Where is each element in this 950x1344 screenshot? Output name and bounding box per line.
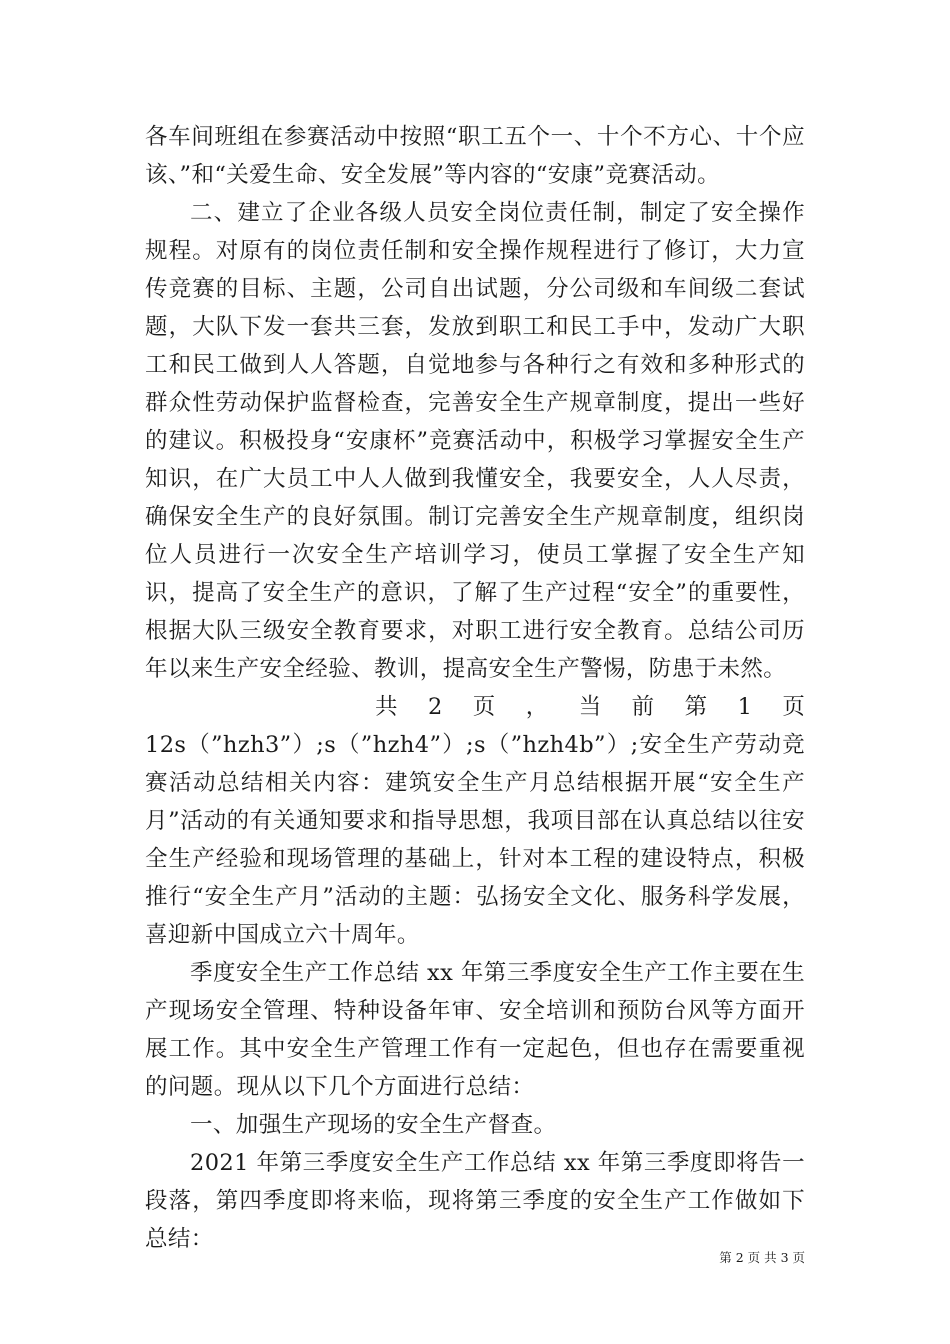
page-indicator-char: 2: [427, 694, 443, 720]
page-footer: 第 2 页 共 3 页: [719, 1250, 805, 1265]
paragraph-q3-summary: 2021 年第三季度安全生产工作总结 xx 年第三季度即将告一段落，第四季度即将来临，现将第三季度的安全生产工作做如下总结：: [145, 1150, 805, 1252]
page-indicator-char: 1: [737, 694, 752, 720]
page-indicator-char: 页: [472, 694, 496, 720]
paragraph-intro: 各车间班组在参赛活动中按照“职工五个一、十个不方心、十个应该、”和“关爱生命、安全发展”等内容的“安康”竞赛活动。: [145, 124, 805, 188]
paragraph-related-content: 12s（”hzh3”）;s（”hzh4”）;s（”hzh4b”）;安全生产劳动竞赛活动总结相关内容：建筑安全生产月总结根据开展“安全生产月”活动的有关通知要求和指导思想，我项目部在认真总结以往安全生产经验和现场管理的基础上，针对本工程的建设特点，积极推行“安全生产月”活动的主题：弘扬安全文化、服务科学发展，喜迎新中国成立六十周年。: [145, 732, 805, 948]
page-indicator-char: ，: [525, 694, 549, 720]
page-indicator: [145, 688, 805, 726]
paragraph-section-two: 二、建立了企业各级人员安全岗位责任制，制定了安全操作规程。对原有的岗位责任制和安全操作规程进行了修订，大力宣传竞赛的目标、主题，公司自出试题，分公司级和车间级二套试题，大队下发一套共三套，发放到职工和民工手中，发动广大职工和民工做到人人答题，自觉地参与各种行之有效和多种形式的群众性劳动保护监督检查，完善安全生产规章制度，提出一些好的建议。积极投身“安康杯”竞赛活动中，积极学习掌握安全生产知识，在广大员工中人人做到我懂安全，我要安全，人人尽责，确保安全生产的良好氛围。制订完善安全生产规章制度，组织岗位人员进行一次安全生产培训学习，使员工掌握了安全生产知识，提高了安全生产的意识，了解了生产过程“安全”的重要性，根据大队三级安全教育要求，对职工进行安全教育。总结公司历年以来生产安全经验、教训，提高安全生产警惕，防患于未然。: [145, 200, 805, 682]
page-indicator-char: 前: [631, 694, 655, 720]
page-indicator-char: 第: [684, 694, 708, 720]
paragraph-section-one-heading: 一、加强生产现场的安全生产督查。: [190, 1112, 557, 1138]
page-indicator-char: 当: [578, 694, 602, 720]
paragraph-quarterly-summary: 季度安全生产工作总结 xx 年第三季度安全生产工作主要在生产现场安全管理、特种设备年审、安全培训和预防台风等方面开展工作。其中安全生产管理工作有一定起色，但也存在需要重视的问题。现从以下几个方面进行总结：: [145, 960, 805, 1100]
page-indicator-char: 共: [375, 694, 398, 720]
page-indicator-char: 页: [782, 694, 805, 720]
document-body: [145, 118, 805, 1258]
